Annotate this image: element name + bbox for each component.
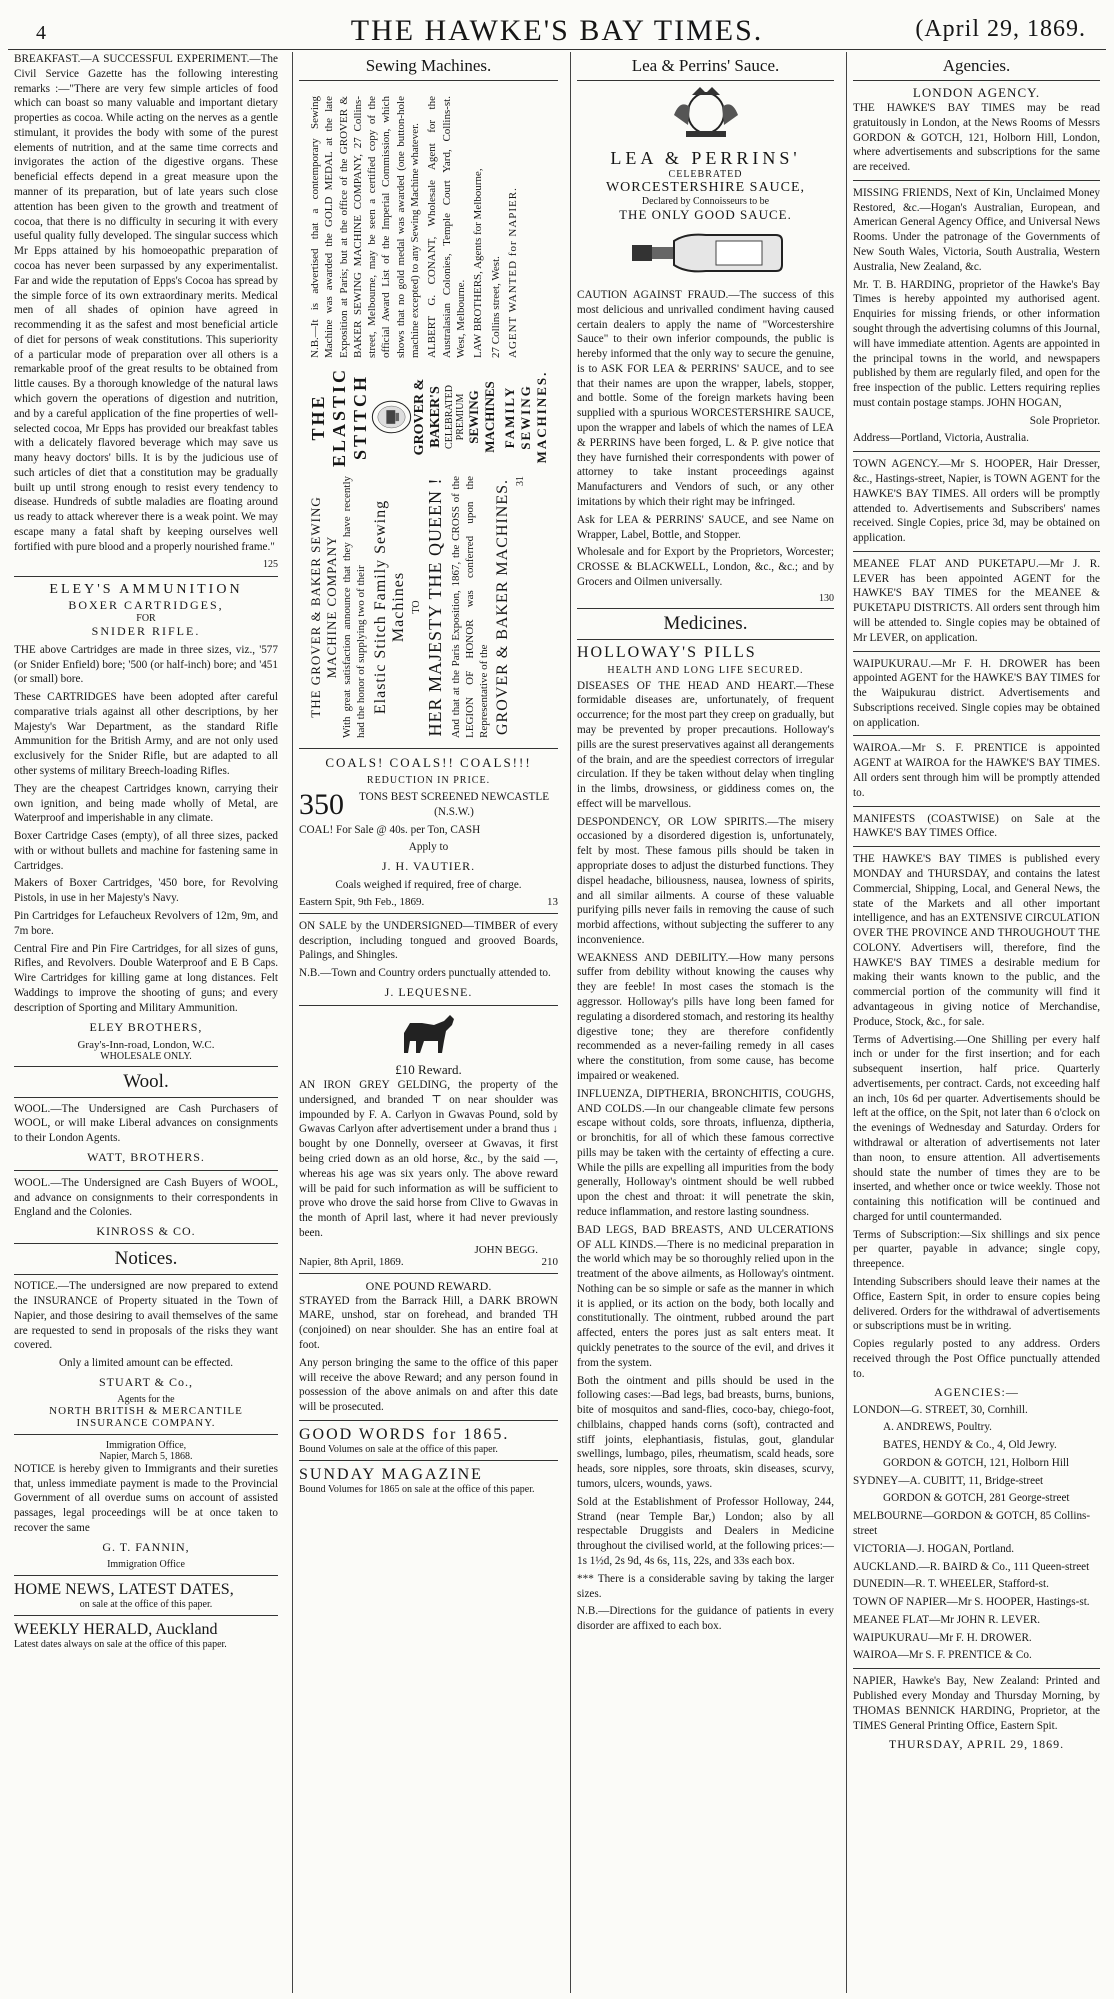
home-news-sub: on sale at the office of this paper. (79, 1598, 213, 1610)
holloway-despondency: DESPONDENCY, OR LOW SPIRITS.—The misery occasioned by a disordered digestion is, unfortunately, felt by most. These famous pills should be taken in appropriate doses to adjust the disturbed functions. They dispel headache, biliousness, nausea, lowness of spirits, and all similar ailments. A course of these valuable purifying pills never fails in removing the cause of such morbid affections, without subjecting the sufferer to any inconvenience. (577, 815, 834, 946)
column-4 (846, 52, 1106, 1993)
sew-queen: HER MAJESTY THE QUEEN ! (424, 477, 445, 737)
reward-heading: £10 Reward. (395, 1062, 462, 1078)
sunday-magazine: SUNDAY MAGAZINE (299, 1465, 483, 1483)
coals-heading: COALS! COALS!! COALS!!! (325, 755, 532, 770)
good-words-sub: Bound Volumes on sale at the office of this paper. (299, 1443, 498, 1455)
napier-imprint: NAPIER, Hawke's Bay, New Zealand: Printed and Published every Monday and Thursday Morning, by THOMAS BENNICK HARDING, Proprietor, at the TIMES General Printing Office, Eastern Spit. (853, 1675, 1100, 1732)
copies-posted: Copies regularly posted to any address. Orders received through the Post Office punctually attended to. (853, 1338, 1100, 1380)
immigration-office: Immigration Office, (105, 1439, 187, 1451)
agency-item: LONDON—G. STREET, 30, Cornhill. (853, 1403, 1028, 1416)
sewing-emblem-icon (371, 367, 412, 467)
timber-advert: ON SALE by the UNDERSIGNED—TIMBER of every description, including tongued and grooved Boards, Palings, and Shingles. (299, 919, 558, 962)
notice-insurance: NOTICE.—The undersigned are now prepared to extend the INSURANCE of Property situated in the Town of Napier, and those desiring to avail themselves of the same are requested to send in proposals of the risks they want covered. (14, 1280, 278, 1352)
advertising-terms: Terms of Advertising.—One Shilling per every half inch or under for the first insertion; and for each subsequent insertion, half price. Quarterly advertisements, per contract. Cards, not exceeding half an inch, 10s 6d per quarter. Advertisements should be left at the office, on the Spit, not later than 6 o'clock on the evenings of Wednesday and Saturday. Orders for withdrawal or alteration of advertisements not later than noon, to ensure attention. All advertisements should state the number of times they are to be inserted, and whether once or twice weekly. Those not containing this notification will be continued and charged for until countermanded. (853, 1033, 1100, 1223)
waipukurau-agency: WAIPUKURAU.—Mr F. H. DROWER has been appointed AGENT for the HAWKE'S BAY TIMES for the Waipukurau district. Advertisements and Subscriptions received. Single copies may be obtained on application. (853, 657, 1100, 729)
agency-item: DUNEDIN—R. T. WHEELER, Stafford-st. (853, 1578, 1049, 1591)
coals-reduction: REDUCTION IN PRICE. (366, 775, 491, 786)
sew-satisfaction: With great satisfaction announce that they have recently had the honor of supplying two of their (341, 476, 368, 738)
wool-signature-2: KINROSS & CO. (96, 1224, 196, 1239)
eley-p4: Boxer Cartridge Cases (empty), of all three sizes, packed with or without bullets and machine for fastening same in Cartridges. (14, 830, 278, 872)
immigration-date: Napier, March 5, 1868. (99, 1450, 193, 1462)
holloway-influenza: INFLUENZA, DIPTHERIA, BRONCHITIS, COUGHS, AND COLDS.—In our changeable climate few persons escape without colds, sore throats, influenza, diptheria, or bronchitis, for all of which these famous corrective pills may be taken with the certainty of effecting a cure. While the pills are expelling all impurities from the body generally, Holloway's ointment should be well rubbed upon the chest and throat: it will penetrate the skin, reduce inflammation, and restore lasting soundness. (577, 1087, 834, 1218)
agency-item: AUCKLAND.—R. BAIRD & Co., 111 Queen-street (853, 1560, 1090, 1573)
eley-p2: These CARTRIDGES have been adopted after careful comparative trials against all other descriptions, by her Majesty's War Department, as the standard Rifle Ammunition for the British Army, and are not only used exclusively for the Snider Rifle, but are adapted to all other systems of military Breech-loading Rifles. (14, 691, 278, 777)
notices-heading: Notices. (14, 1243, 278, 1275)
holloway-directions: N.B.—Directions for the guidance of patients in every disorder are affixed to each box. (577, 1605, 834, 1633)
holloway-bad-legs: BAD LEGS, BAD BREASTS, AND ULCERATIONS OF ALL KINDS.—There is no medicinal preparation in the world which may be so thoroughly relied upon in the treatment of the above ailments, as Holloway's ointment. Nothing can be so simple or safe as the manner in which it is applied, or its action on the body, both locally and constitutionally. The ointment, rubbed around the part affected, enters the pores just as salt enters meat. It quickly penetrates to the source of the evil, and drives it from the system. (577, 1223, 834, 1369)
eley-address: Gray's-Inn-road, London, W.C. (77, 1038, 215, 1051)
masthead (8, 0, 1106, 50)
sew-grover-baker: GROVER & BAKER MACHINES. (494, 479, 512, 736)
horse-icon (394, 1011, 464, 1057)
paper-title: THE HAWKE'S BAY TIMES. (350, 14, 764, 47)
eley-p3: They are the cheapest Cartridges known, carrying their own ignition, and being made wholly of Metal, are Waterproof and imperishable in any climate. (14, 782, 278, 825)
agency-list (853, 1403, 1100, 1664)
strayed-notice-2: Any person bringing the same to the office of this paper will receive the above Reward; and any person found in possession of the above animals on and after this date will be prosecuted. (299, 1356, 558, 1414)
medicines-heading: Medicines. (577, 608, 834, 640)
agency-item: A. ANDREWS, Poultry. (883, 1421, 992, 1434)
missing-sole: Sole Proprietor. (1029, 414, 1100, 427)
timber-nb: N.B.—Town and Country orders punctually attended to. (299, 967, 551, 980)
breakfast-number: 125 (263, 558, 278, 570)
notice-immigrants-signature: G. T. FANNIN, (102, 1539, 190, 1554)
sew-company: THE GROVER & BAKER SEWING MACHINE COMPANY (308, 496, 339, 718)
agencies-heading: Agencies. (853, 52, 1100, 81)
sew-celebrated: CELEBRATED (444, 385, 455, 449)
eley-snider: SNIDER RIFLE. (91, 623, 201, 638)
sew-elastic: Elastic Stitch Family Sewing Machines (371, 499, 407, 715)
timber-signature: J. LEQUESNE. (384, 985, 473, 1000)
eley-p5: Makers of Boxer Cartridges, '450 bore, for Revolving Pistols, in use in her Majesty's Navy. (14, 877, 278, 905)
sunday-magazine-sub: Bound Volumes for 1865 on sale at the office of this paper. (299, 1483, 535, 1495)
agencies-sub-heading: AGENCIES:— (934, 1384, 1019, 1399)
missing-address: Address—Portland, Victoria, Australia. (853, 432, 1029, 445)
london-agency-heading: LONDON AGENCY. (912, 85, 1041, 100)
sauce-bottle-icon (626, 227, 786, 279)
wool-heading: Wool. (14, 1066, 278, 1098)
london-agency: THE HAWKE'S BAY TIMES may be read gratuitously in London, at the News Rooms of Messrs GORDON & GOTCH, 121, Holborn Hill, London, where advertisements and subscriptions for the same are received. (853, 102, 1100, 174)
notice-immigrants-office: Immigration Office (107, 1558, 185, 1570)
reward-date: Napier, 8th April, 1869. (299, 1255, 404, 1268)
manifests: MANIFESTS (COASTWISE) on Sale at the HAWKE'S BAY TIMES Office. (853, 812, 1100, 840)
holloway-head-heart: DISEASES OF THE HEAD AND HEART.—These formidable diseases are, unfortunately, of frequent occurrence; for the most part they creep on gradually, but may be prevented by proper precautions. Holloway's pills are the surest preservatives against all derangements of the brain, and are the speediest correctors of irregular circulation. If they be taken without delay when tingling in the limbs, drowsiness, or giddiness comes on, the effect will be marvellous. (577, 679, 834, 810)
eley-p1: THE above Cartridges are made in three sizes, viz., '577 (or Snider Enfield) bore; '500 (or half-inch) bore; and '451 (or small) bore. (14, 643, 278, 686)
sew-law-brothers: LAW BROTHERS, Agents for Melbourne, (472, 168, 485, 358)
lea-title: LEA & PERRINS' (610, 148, 801, 168)
good-words: GOOD WORDS for 1865. (299, 1425, 510, 1443)
agency-item: GORDON & GOTCH, 281 George-street (883, 1492, 1070, 1505)
weekly-herald: WEEKLY HERALD, Auckland (14, 1620, 218, 1638)
sew-conant: ALBERT G. CONANT, Wholesale Agent for the Australasian Colonies, Temple Court Yard, Collins-st. West, Melbourne. (426, 96, 467, 358)
intending-subscribers: Intending Subscribers should leave their names at the Office, Eastern Spit, in order to ensure copies being delivered. Orders for the withdrawal of advertisements or subscriptions must be in writing. (853, 1276, 1100, 1333)
lea-worcestershire: WORCESTERSHIRE SAUCE, (605, 180, 806, 195)
agency-item: TOWN OF NAPIER—Mr S. HOOPER, Hastings-st. (853, 1596, 1090, 1609)
notice-immigrants: NOTICE is hereby given to Immigrants and their sureties that, unless immediate payment is made to the Provincial Government of all overdue sums on account of assisted passages, legal proceedings will be at once taken to recover the same (14, 1462, 278, 1534)
weekly-herald-sub: Latest dates always on sale at the office of this paper. (14, 1638, 227, 1650)
town-agency: TOWN AGENCY.—Mr S. HOOPER, Hair Dresser, &c., Hastings-street, Napier, is TOWN AGENT for the HAWKE'S BAY TIMES. All orders will be promptly attended to. Advertisements and Subscribers' names received. Single Copies, price 3d, may be obtained on application. (853, 458, 1100, 545)
lea-perrins-heading: Lea & Perrins' Sauce. (577, 52, 834, 81)
sew-nb: N.B.—It is advertised that a contemporary Sewing Machine was awarded the GOLD MEDAL at the late Exposition at Paris; but at the office of the GROVER & BAKER SEWING MACHINE COMPANY, 27 Collins-street, Melbourne, may be seen a certified copy of the official Award List of the Imperial Commission, which shows that no gold medal was awarded (one button-hole machine excepted) to any Sewing Machine whatever. (309, 96, 422, 358)
coals-number: 13 (547, 895, 558, 908)
notice-insurance-limit: Only a limited amount can be effected. (58, 1357, 234, 1370)
page-number: 4 (36, 22, 46, 44)
lea-celebrated: CELEBRATED (668, 169, 743, 180)
royal-crest-icon (666, 85, 746, 139)
coals-tons: 350 (299, 790, 344, 821)
wool-signature-1: WATT, BROTHERS. (87, 1149, 205, 1164)
sew-number: 31 (515, 476, 527, 486)
agency-item: SYDNEY—A. CUBITT, 11, Bridge-street (853, 1474, 1044, 1487)
lea-wholesale: Wholesale and for Export by the Proprietors, Worcester; CROSSE & BLACKWELL, London, &c., &c.; and by Grocers and Oilmen universally. (577, 546, 834, 588)
publication-info: THE HAWKE'S BAY TIMES is published every MONDAY and THURSDAY, and contains the latest Commercial, Shipping, Local, and General News, the state of the Markets and all other important intelligence, and has an EXTENSIVE CIRCULATION OVER THE PROVINCE AND THROUGHOUT THE COLONY. Advertisers will, therefore, find the HAWKE'S BAY TIMES a desirable medium for making their wants known to the public, and the commercial portion of the community will find it advantageous in giving notice of Merchandise, Produce, Stock, &c., for sale. (853, 853, 1100, 1028)
coals-note: Coals weighed if required, free of charge. (335, 879, 522, 892)
breakfast-article: BREAKFAST.—A SUCCESSFUL EXPERIMENT.—The Civil Service Gazette has the following interesting remarks :—"There are very few simple articles of food which can boast so many valuable and important dietary properties as cocoa. While acting on the nerves as a gentle stimulant, it provides the body with some of the purest elements of nutrition, and at the same time corrects and invigorates the action of the digestive organs. These beneficial effects depend in a great measure upon the manner of its preparation, but of late years such close attention has been given to the growth and treatment of cocoa, that there is no difficulty in securing it with every useful quality fully developed. The singular success which Mr Epps attained by his homoeopathic preparation of cocoa has never been surpassed by any experimentalist. Far and wide the reputation of Epps's Cocoa has spread by the simple force of its own extraordinary merits. Medical men of all shades of opinion have agreed in recommending it as the safest and most beneficial article of diet for persons of weak constitutions. This superiority of a particular mode of preparation over all others is a remarkable proof of the great results to be obtained from little causes. By a thorough knowledge of the natural laws which govern the operations of digestion and nutrition, and by a careful application of the fine properties of well-selected cocoa, Mr Epps has provided our breakfast tables with a delicately flavored beverage which may save us many heavy doctors' bills. It is by the judicious use of such articles of diet that a constitution may be gradually built up until strong enough to resist every tendency to disease. Hundreds of subtle maladies are floating around us ready to attack wherever there is a weak point. We may escape many a fatal shaft by keeping ourselves well fortified with pure blood and a properly nourished frame." (14, 53, 278, 553)
eley-signature: ELEY BROTHERS, (89, 1019, 203, 1034)
issue-date: (April 29, 1869. (915, 16, 1086, 42)
coals-apply: Apply to (408, 841, 449, 854)
agency-item: WAIPUKURAU—Mr F. H. DROWER. (853, 1631, 1032, 1644)
holloway-saving: *** There is a considerable saving by taking the larger sizes. (577, 1572, 834, 1600)
wool-notice-1: WOOL.—The Undersigned are Cash Purchasers of WOOL, or will make Liberal advances on consignments to their London Agents. (14, 1102, 278, 1145)
wool-notice-2: WOOL.—The Undersigned are Cash Buyers of WOOL, and advance on consignments to their correspondents in England and the Colonies. (14, 1176, 278, 1219)
sew-agent-wanted: AGENT WANTED for NAPIER. (506, 187, 519, 358)
agency-item: MELBOURNE—GORDON & GOTCH, 85 Collins-street (853, 1510, 1091, 1537)
holloway-title: HOLLOWAY'S PILLS (577, 643, 757, 661)
sew-premium: PREMIUM (455, 393, 466, 441)
eley-for: FOR (136, 612, 156, 624)
sew-elastic-stitch: THE ELASTIC STITCH (308, 366, 370, 468)
sew-to: TO (410, 600, 422, 614)
eley-p6: Pin Cartridges for Lefaucheux Revolvers of 12m, 9m, and 7m bore. (14, 910, 278, 937)
coals-newcastle: TONS BEST SCREENED NEWCASTLE (N.S.W.) (358, 791, 550, 818)
home-news: HOME NEWS, LATEST DATES, (14, 1580, 234, 1598)
sew-brand: GROVER & BAKER'S (412, 378, 443, 456)
wairoa-agency: WAIROA.—Mr S. F. PRENTICE is appointed AGENT at WAIROA for the HAWKE'S BAY TIMES. All orders sent through him will be promptly attended to. (853, 742, 1100, 799)
reward-number: 210 (541, 1255, 558, 1268)
column-3 (570, 52, 840, 1993)
agency-item: WAIROA—Mr S. F. PRENTICE & Co. (853, 1649, 1032, 1662)
sew-collins: 27 Collins street, West. (489, 256, 502, 358)
coals-price: COAL! For Sale @ 40s. per Ton, CASH (299, 823, 481, 836)
holloway-cases: Both the ointment and pills should be used in the following cases:—Bad legs, bad breasts, burns, bunions, bite of mosquitos and sand-flies, coco-bay, chiego-foot, chilblains, chapped hands corns (soft), contracted and stiff joints, elephantiasis, fistulas, gout, glandular swellings, lumbago, piles, rheumatism, scald heads, sore heads, sore nipples, sore throats, skin diseases, scurvy, tumors, ulcers, wounds, yaws. (577, 1374, 834, 1491)
sew-emblem (304, 362, 554, 472)
column-2 (292, 52, 564, 1993)
notice-agents-for: Agents for the (117, 1393, 175, 1405)
missing-harding: Mr. T. B. HARDING, proprietor of the Hawke's Bay Times is hereby appointed my authorised agent. Enquiries for missing friends, or other information sought through the advertising columns of this Journal, will have immediate attention. Agents are appointed in the principal towns in the world, and newspapers published by them are regularly filed, and open for the free inspection of the public. Letters requiring replies must contain postage stamps. JOHN HOGAN, (853, 278, 1100, 409)
sew-machines: SEWING MACHINES (466, 381, 497, 453)
holloway-weakness: WEAKNESS AND DEBILITY.—How many persons suffer from debility without knowing the causes why they are feeble! In most cases the stomach is the aggressor. Holloway's pills have long been famed for regulating a disordered stomach, and restoring its healthy digestive tone; they are therefore confidently recommended as a never-failing remedy in all cases where the constitution, from some cause, has become impaired or weakened. (577, 951, 834, 1082)
subscription-terms: Terms of Subscription:—Six shillings and six pence per quarter, payable in advance; single copy, threepence. (853, 1228, 1100, 1271)
agency-item: VICTORIA—J. HOGAN, Portland. (853, 1542, 1015, 1555)
meanee-agency: MEANEE FLAT AND PUKETAPU.—Mr J. R. LEVER has been appointed AGENT for the HAWKE'S BAY TIMES for the MEANEE & PUKETAPU DISTRICTS. All orders sent through him will be attended to. Single copies may be obtained of Mr LEVER, on application. (853, 557, 1100, 644)
column-1 (8, 52, 284, 1993)
eley-heading: ELEY'S AMMUNITION (49, 581, 243, 597)
agency-item: GORDON & GOTCH, 121, Holborn Hill (883, 1456, 1070, 1469)
notice-insurance-company: NORTH BRITISH & MERCANTILE INSURANCE COMPANY. (49, 1404, 243, 1429)
lea-only-good: THE ONLY GOOD SAUCE. (619, 207, 792, 222)
agency-item: MEANEE FLAT—Mr JOHN R. LEVER. (853, 1613, 1041, 1626)
sewing-machine-advert (299, 85, 558, 749)
lea-ask: Ask for LEA & PERRINS' SAUCE, and see Name on Wrapper, Label, Bottle, and Stopper. (577, 513, 834, 541)
holloway-sold: Sold at the Establishment of Professor Holloway, 244, Strand (near Temple Bar,) London; also by all respectable Druggists and Dealers in Medicine throughout the civilised world, at the following prices:—1s 1½d, 2s 9d, 4s 6s, 11s, 22s, and 33s each box. (577, 1495, 834, 1567)
strayed-notice: STRAYED from the Barrack Hill, a DARK BROWN MARE, unshod, star on forehead, and branded TH (conjoined) on near shoulder. She has an entire foal at foot. (299, 1294, 558, 1351)
sew-paris: And that at the Paris Exposition, 1867, the CROSS of the LEGION OF HONOR was conferred upon the Representative of the (449, 476, 491, 738)
eley-p7: Central Fire and Pin Fire Cartridges, for all sizes of guns, Rifles, and Revolvers. Double Waterproof and E B Caps. Wire Cartridges for killing game at long distances. Felt Waddings to improve the shooting of guns; and every description of Sporting and Military Ammunition. (14, 942, 278, 1014)
lea-number: 130 (819, 592, 834, 604)
eley-boxer: BOXER CARTRIDGES, (68, 597, 224, 612)
notice-insurance-signature: STUART & Co., (98, 1374, 194, 1389)
eley-wholesale: WHOLESALE ONLY. (100, 1050, 192, 1062)
coals-date: Eastern Spit, 9th Feb., 1869. (299, 895, 425, 908)
missing-friends: MISSING FRIENDS, Next of Kin, Unclaimed Money Restored, &c.—Hogan's Australian, European, and American General Agency Office, and Universal News Rooms. Under the patronage of the Governments of New South Wales, Victoria, South Australia, Western Australia, New Zealand, &c. (853, 186, 1100, 273)
agency-item: BATES, HENDY & Co., 4, Old Jewry. (883, 1439, 1057, 1452)
pound-reward-heading: ONE POUND REWARD. (365, 1278, 492, 1293)
reward-signature: JOHN BEGG. (474, 1243, 538, 1256)
lea-caution: CAUTION AGAINST FRAUD.—The success of this most delicious and unrivalled condiment having caused certain dealers to apply the name of "Worcestershire Sauce" to their own inferior compounds, the public is hereby informed that the only way to secure the genuine, is to ASK FOR LEA & PERRINS' SAUCE, and to see that their names are upon the wrapper, labels, stopper, and bottle. Some of the foreign markets having been supplied with a spurious WORCESTERSHIRE SAUCE, upon the wrapper and labels of which the names of LEA & PERRINS have been forged, L. & P. give notice that they have furnished their correspondents with power of attorney to take instant proceedings against Manufacturers and Vendors of such, or any other imitations by which their right may be infringed. (577, 289, 834, 508)
lea-declared: Declared by Connoisseurs to be (641, 196, 770, 207)
sewing-heading: Sewing Machines. (299, 52, 558, 81)
footer-date: THURSDAY, APRIL 29, 1869. (888, 1737, 1065, 1752)
reward-text: AN IRON GREY GELDING, the property of the undersigned, and branded ⊤ on near shoulder was impounded by F. A. Carlyon in Gwavas Pound, sold by Gwavas Carlyon after advertisement under a brand thus ↓ bought by one Donnelly, overseer at Gwavas, it first being cried down as an old horse, &c., by the said —, whereas his age was six years only. The above reward will be paid for such information as will be sufficient to prove who drove the said horse from Clive to Gwavas in the month of April last, where it had never previously been. (299, 1079, 558, 1239)
sew-family: FAMILY SEWING MACHINES. (502, 370, 549, 464)
holloway-sub: HEALTH AND LONG LIFE SECURED. (607, 664, 804, 676)
coals-signature: J. H. VAUTIER. (381, 859, 476, 874)
